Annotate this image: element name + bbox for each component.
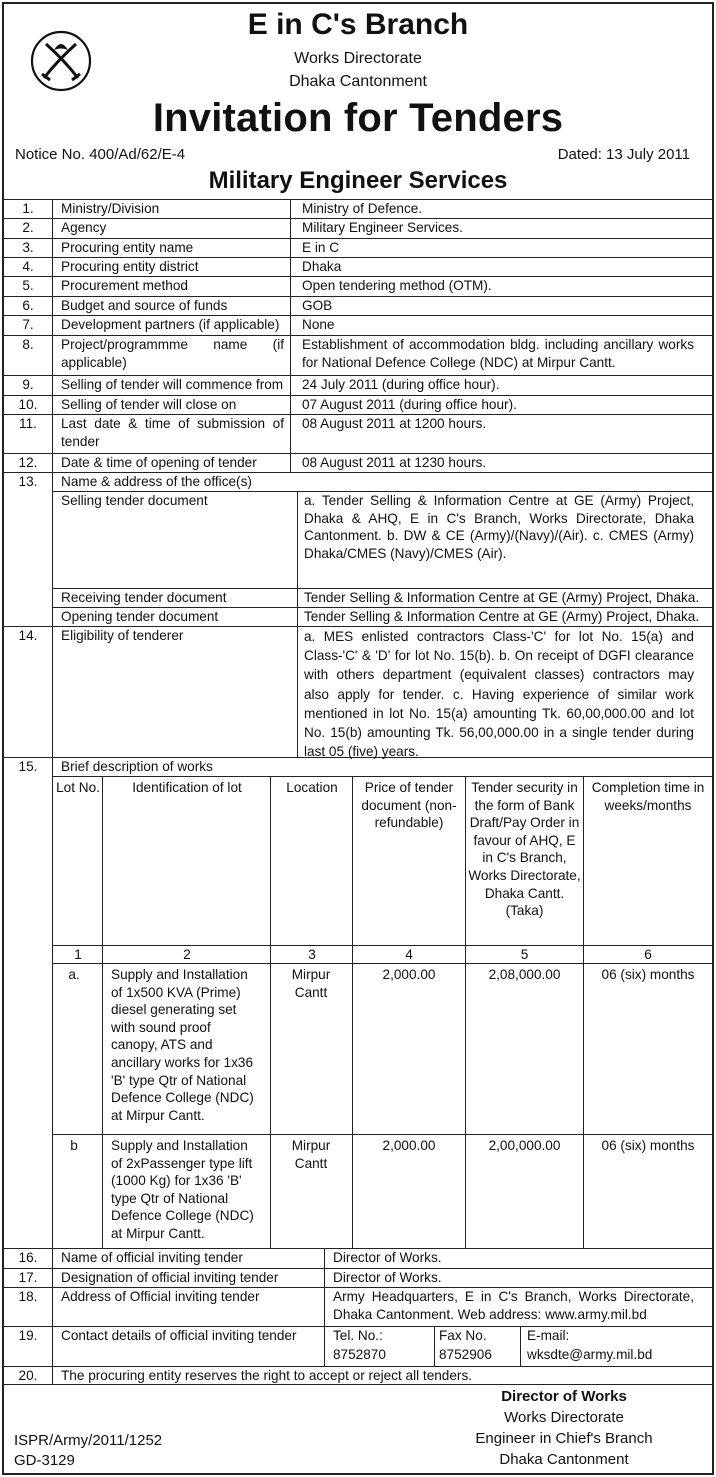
- row-number: 3.: [22, 240, 34, 255]
- directorate-line: Works Directorate: [294, 50, 422, 67]
- rule: [52, 1134, 714, 1135]
- row-value: 08 August 2011 at 1200 hours.: [302, 416, 487, 431]
- row-label: The procuring entity reserves the right to accept or reject all tenders.: [61, 1368, 473, 1383]
- row-label: Brief description of works: [61, 759, 213, 774]
- row-number: 4.: [22, 259, 34, 274]
- ispr-number: ISPR/Army/2011/1252: [14, 1432, 163, 1449]
- signatory-line: Dhaka Cantonment: [499, 1451, 629, 1468]
- row-value: Military Engineer Services.: [302, 220, 463, 235]
- lot-col-header: Tender security in the form of Bank Draft/Pay Order in favour of AHQ, E in C's Branch, Works Directorate, Dhaka Cantt. (Taka): [468, 780, 581, 919]
- lot-col-header: Lot No.: [56, 780, 100, 795]
- lot-id: b: [70, 1138, 78, 1153]
- office-label: Opening tender document: [61, 609, 219, 624]
- rule: [583, 776, 584, 1248]
- row-number: 10.: [18, 397, 38, 412]
- row-value: Open tendering method (OTM).: [302, 278, 492, 293]
- notice-date: Dated: 13 July 2011: [557, 146, 690, 163]
- row-value: Establishment of accommodation bldg. including ancillary works for National Defence College (NDC) at Mirpur Cantt.: [302, 337, 694, 370]
- location-line: Dhaka Cantonment: [289, 73, 427, 90]
- lot-security: 2,00,000.00: [488, 1138, 561, 1153]
- row-value: Director of Works.: [333, 1250, 442, 1265]
- row-value: None: [302, 317, 335, 332]
- row-label: Budget and source of funds: [61, 298, 228, 313]
- row-number: 1.: [22, 201, 34, 216]
- row-number: 19.: [18, 1328, 38, 1343]
- lot-security: 2,08,000.00: [488, 967, 561, 982]
- row-label: Project/programmme name (if applicable): [61, 337, 284, 370]
- row-label: Procuring entity name: [61, 240, 194, 255]
- row-number: 16.: [18, 1250, 38, 1265]
- row-value: GOB: [302, 298, 333, 313]
- row-number: 5.: [22, 278, 34, 293]
- gd-number: GD-3129: [14, 1452, 75, 1469]
- signatory-line: Works Directorate: [504, 1409, 624, 1426]
- lot-location: Mirpur Cantt: [291, 1138, 331, 1171]
- row-label: Agency: [61, 220, 107, 235]
- row-number: 15.: [18, 759, 38, 774]
- service-title: Military Engineer Services: [208, 167, 508, 194]
- rule: [52, 199, 53, 1384]
- row-label: Date & time of opening of tender: [61, 455, 257, 470]
- page-title: Invitation for Tenders: [152, 96, 564, 140]
- office-value: Tender Selling & Information Centre at GE (Army) Project, Dhaka.: [304, 609, 700, 624]
- office-label: Selling tender document: [61, 493, 208, 508]
- row-number: 11.: [19, 416, 37, 431]
- rule: [297, 491, 298, 757]
- signatory-title: Director of Works: [501, 1388, 627, 1405]
- lot-col-number: 5: [520, 947, 529, 962]
- row-label: Procuring entity district: [61, 259, 199, 274]
- row-number: 2.: [22, 220, 34, 235]
- row-number: 6.: [22, 298, 34, 313]
- lot-price: 2,000.00: [382, 1138, 436, 1153]
- lot-col-header: Completion time in weeks/months: [591, 780, 705, 813]
- row-value: 08 August 2011 at 1230 hours.: [302, 455, 487, 470]
- fax-number: 8752906: [439, 1347, 492, 1362]
- row-label: Development partners (if applicable): [61, 317, 280, 332]
- eligibility-value: a. MES enlisted contractors Class-'C' for lot No. 15(a) and Class-'C' & 'D' for lot No. 15(b). b. On receipt of DGFI clearance with others department (equivalent classes) contractors may also apply for tender. c. Having experience of similar work mentioned in lot No. 15(a) amounting Tk. 60,00,000.00 and lot No. 15(b) amounting Tk. 56,00,000.00 in a single tender during last 05 (five) years.: [304, 629, 694, 760]
- row-value: 07 August 2011 (during office hour).: [302, 397, 517, 412]
- rule: [290, 199, 291, 472]
- rule: [465, 776, 466, 1248]
- row-number: 12.: [18, 455, 38, 470]
- lot-completion: 06 (six) months: [601, 1138, 695, 1153]
- tel-label: Tel. No.:: [333, 1328, 383, 1343]
- office-value: a. Tender Selling & Information Centre at GE (Army) Project, Dhaka & AHQ, E in C's Branch, Works Directorate, Dhaka Cantonment. b. DW & CE (Army)/(Navy)/(Air). c. CMES (Army) Dhaka/CMES (Navy)/CMES (Air).: [304, 493, 694, 561]
- email-address: wksdte@army.mil.bd: [527, 1347, 653, 1362]
- lot-location: Mirpur Cantt: [291, 967, 331, 1000]
- rule: [324, 1248, 325, 1366]
- row-number: 17.: [18, 1270, 38, 1285]
- row-value: E in C: [302, 240, 340, 255]
- lot-id: a.: [68, 967, 80, 982]
- signatory-line: Engineer in Chief's Branch: [475, 1430, 653, 1447]
- fax-label: Fax No.: [439, 1328, 487, 1343]
- row-value: Army Headquarters, E in C's Branch, Works Directorate, Dhaka Cantonment. Web address: www.army.mil.bd: [333, 1289, 694, 1322]
- row-number: 20.: [18, 1368, 38, 1383]
- row-value: Dhaka: [302, 259, 342, 274]
- office-label: Receiving tender document: [61, 590, 227, 605]
- email-label: E-mail:: [527, 1328, 570, 1343]
- row-number: 9.: [22, 377, 34, 392]
- row-label: Selling of tender will commence from: [61, 377, 284, 392]
- row-value: 24 July 2011 (during office hour).: [302, 377, 500, 392]
- lot-col-number: 2: [183, 947, 191, 962]
- rule: [102, 776, 103, 1248]
- row-number: 8.: [22, 337, 34, 352]
- row-label: Eligibility of tenderer: [61, 628, 184, 643]
- office-value: Tender Selling & Information Centre at GE (Army) Project, Dhaka.: [304, 590, 700, 605]
- row-label: Selling of tender will close on: [61, 397, 237, 412]
- rule: [352, 776, 353, 1248]
- row-value: Director of Works.: [333, 1270, 442, 1285]
- row-value: Ministry of Defence.: [302, 201, 423, 216]
- row-label: Name & address of the office(s): [61, 474, 252, 489]
- rule: [434, 1326, 435, 1366]
- row-number: 14.: [18, 628, 38, 643]
- row-label: Address of Official inviting tender: [61, 1289, 260, 1304]
- lot-col-number: 6: [644, 947, 652, 962]
- row-label: Contact details of official inviting tender: [61, 1328, 297, 1343]
- row-label: Designation of official inviting tender: [61, 1270, 279, 1285]
- row-number: 7.: [22, 317, 34, 332]
- row-label: Name of official inviting tender: [61, 1250, 243, 1265]
- rule: [52, 776, 714, 777]
- lot-description: Supply and Installation of 2xPassenger type lift (1000 Kg) for 1x36 'B' type Qtr of National Defence College (NDC) at Mirpur Cantt.: [111, 1138, 254, 1241]
- lot-col-header: Identification of lot: [132, 780, 242, 795]
- row-label: Procurement method: [61, 278, 188, 293]
- lot-completion: 06 (six) months: [601, 967, 695, 982]
- tel-number: 8752870: [333, 1347, 386, 1362]
- row-label: Last date & time of submission of tender: [61, 416, 284, 449]
- rule: [520, 1326, 521, 1366]
- lot-price: 2,000.00: [382, 967, 436, 982]
- branch-title: E in C's Branch: [247, 8, 469, 41]
- lot-col-header: Location: [286, 780, 338, 795]
- lot-description: Supply and Installation of 1x500 KVA (Prime) diesel generating set with sound proof canopy, ATS and ancillary works for 1x36 'B' type Qtr of National Defence College (NDC) at Mirpur Cantt.: [111, 967, 254, 1123]
- lot-col-number: 4: [405, 947, 413, 962]
- row-label: Ministry/Division: [61, 201, 160, 216]
- row-number: 18.: [18, 1289, 38, 1304]
- notice-number: Notice No. 400/Ad/62/E-4: [15, 146, 186, 163]
- lot-col-header: Price of tender document (non-refundable): [361, 780, 457, 831]
- lot-col-number: 1: [74, 947, 82, 962]
- lot-col-number: 3: [308, 947, 316, 962]
- row-number: 13.: [18, 474, 38, 489]
- rule: [270, 776, 271, 1248]
